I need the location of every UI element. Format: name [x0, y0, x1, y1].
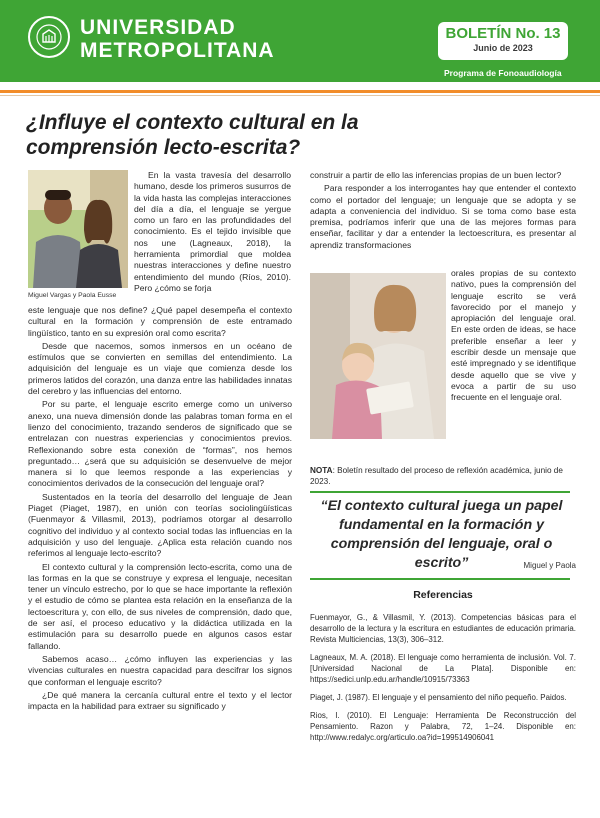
university-name [80, 16, 275, 62]
paragraph-6: Sabemos acaso… ¿cómo influyen las experiencias y las vivencias culturales en nuestra capacidad para descifrar los signos que conforman el lenguaje escrito? [28, 653, 292, 687]
references-title: Referencias [413, 589, 473, 601]
program-name: Programa de Fonoaudiología [444, 68, 562, 78]
bulletin-badge [438, 22, 568, 60]
reference-item: Fuenmayor, G., & Villasmil, Y. (2013). Competencias básicas para el desarrollo de la lectura y la escritura en estudiantes de educación primaria. Revista Multiciencias, 13(3), 306–312. [310, 613, 576, 644]
orange-divider [0, 90, 600, 93]
right-column-body [310, 170, 576, 253]
paragraph-4: Sustentados en la teoría del desarrollo del lenguaje de Jean Piaget (Piaget, 1987), en unión con teorías sociolingüísticas (Fuenmayor & Villasmil, 2013), podríamos otorgar al desarrollo cognitivo del individuo y al contexto social todas las influencias en la adquisición y uso del lenguaje. ¿Aplica esta relación cuando nos referimos al lenguaje lecto-escrito? [28, 491, 292, 559]
quote-author: Miguel y Paola [523, 561, 576, 570]
university-name-line2: METROPOLITANA [80, 39, 275, 62]
authors-photo [28, 170, 128, 288]
paragraph-8-cont: orales propias de su contexto nativo, pues la comprensión del lenguaje escrito se verá favorecido por el manejo y apropiación del lenguaje oral. En este orden de ideas, se hace preferible enseñar a leer y escribir desde un mensaje que esté impregnado y se identifique desde aquello que se vive y evoca a partir de su uso frecuente en el lenguaje oral. [451, 268, 576, 403]
thin-divider [0, 95, 600, 96]
pull-quote: “El contexto cultural juega un papel fundamental en la formación y comprensión del lenguaje, oral o escrito” [320, 498, 563, 571]
bulletin-number: BOLETÍN No. 13 [445, 25, 561, 42]
right-column-wrap-text [451, 268, 576, 404]
paragraph-5: El contexto cultural y la comprensión lecto-escrita, como una de las formas en la que se construye y expresa el lenguaje, necesitan tener un vínculo estrecho, por lo que se hace importante la reflexión y el estudio de cómo se plantea esta relación en la enseñanza de la lectoescritura y, con ello, de sus niveles de comprensión, dado que, de ser así, el proceso educativo y la didáctica utilizada en la estimulación para su desarrollo puede en algunos casos estar fallando. [28, 561, 292, 651]
note-label: NOTA [310, 466, 333, 475]
paragraph-3: Por su parte, el lenguaje escrito emerge como un universo anexo, una nueva dimensión donde las palabras toman forma en el lienzo del conocimiento, trazando senderos de significado que se entrelazan con nuestras experiencias y conocimientos previos. Reflexionando sobre esta conexión de “formas”, nos hemos preguntado… ¿será que su adquisición se desenvuelve de mejor manera si lo que leemos responde a las experiencias y conocimientos derivados de la consecución del lenguaje oral? [28, 399, 292, 489]
paragraph-2: Desde que nacemos, somos inmersos en un océano de estímulos que se convierten en semillas del entendimiento. La adquisición del lenguaje es un viaje que comienza desde los primeros latidos del corazón, una danza entre las habilidades innatas del cerebro y las influencias del entorno. [28, 340, 292, 397]
authors-photo-caption: Miguel Vargas y Paola Eusse [28, 292, 117, 299]
paragraph-8: Para responder a los interrogantes hay que entender el contexto como el portador del lenguaje; un lenguaje que se adopta y se adapta a conveniencia del individuo. Si se toma como base esta premisa, podríamos inferir que una de las mejores formas para enseñar, facilitar y dar a entender la lectoescritura, es presentar al aprendiz transformaciones [310, 183, 576, 250]
paragraph-1-cont: este lenguaje que nos define? ¿Qué papel desempeña el contexto cultural en la formación y comprensión de este entramado lingüístico, tanto en su expresión oral como escrita? [28, 305, 292, 338]
mother-child-reading-photo [310, 273, 446, 439]
bulletin-date: Junio de 2023 [473, 43, 533, 53]
paragraph-1-start: En la vasta travesía del desarrollo humano, desde los primeros susurros de la vida hasta las complejas interacciones del día a día, el lenguaje se yergue como un faro en las profundidades del conocimiento. Es el tejido invisible que nos une (Lagneaux, 2018), la herramienta primordial que moldea nuestras interacciones y define nuestro entendimiento del mundo (Ríos, 2010). Pero ¿cómo se forja [134, 170, 291, 293]
university-logo-icon [28, 16, 70, 58]
note-text: : Boletín resultado del proceso de reflexión académica, junio de 2023. [310, 466, 563, 486]
left-column-body [28, 305, 292, 714]
note [310, 465, 576, 487]
reference-item: Piaget, J. (1987). El lenguaje y el pensamiento del niño pequeño. Paidos. [310, 693, 567, 702]
university-name-line1: UNIVERSIDAD [80, 16, 236, 39]
intro-paragraph [134, 170, 291, 296]
references-list [310, 612, 576, 750]
reference-item: Rios, I. (2010). El Lenguaje: Herramienta De Reconstrucción del Pensamiento. Razon y Palabra, 72, 1–24. Disponible en: http://www.redalyc.org/articulo.oa?id=199514906041 [310, 711, 576, 742]
header-banner [0, 0, 600, 82]
quote-bottom-rule [310, 578, 570, 580]
paragraph-7-cont: construir a partir de ello las inferencias propias de un buen lector? [310, 170, 562, 180]
article-title: ¿Influye el contexto cultural en la comprensión lecto-escrita? [26, 111, 359, 159]
paragraph-7: ¿De qué manera la cercanía cultural entre el texto y el lector impacta en la habilidad para extraer su significado y [28, 689, 292, 712]
quote-top-rule [310, 491, 570, 493]
reference-item: Lagneaux, M. A. (2018). El lenguaje como herramienta de inclusión. Vol. 7. [Universidad Nacional de La Plata]. Disponible en: https://sedici.unlp.edu.ar/handle/10915/73363 [310, 653, 576, 684]
